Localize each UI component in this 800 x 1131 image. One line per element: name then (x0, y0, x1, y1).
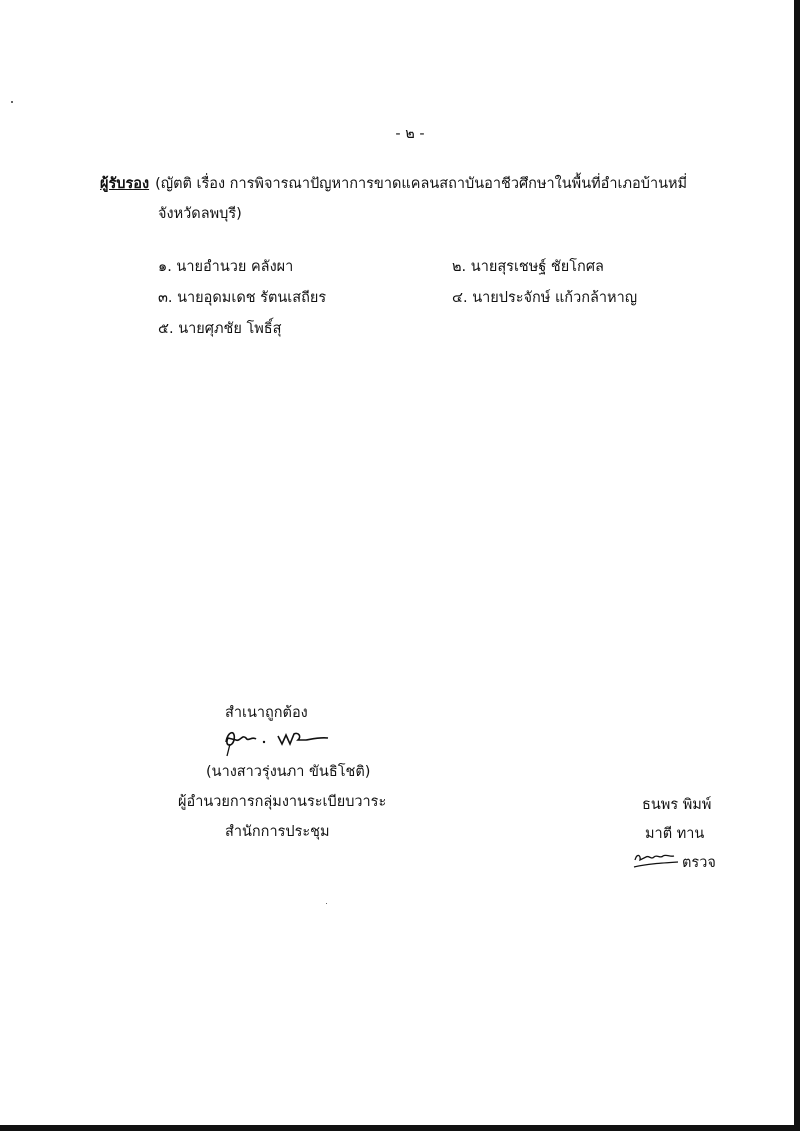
scan-speck (11, 101, 13, 103)
motion-subject-line1: (ญัตติ เรื่อง การพิจารณาปัญหาการขาดแคลนสถาบันอาชีวศึกษาในพื้นที่อำเภอบ้านหมี่ (155, 176, 688, 192)
endorser-4: ๔. นายประจักษ์ แก้วกล้าหาญ (452, 290, 638, 306)
certifier-name: (นางสาวรุ่งนภา ขันธิโชติ) (206, 764, 371, 780)
scan-border-right (794, 0, 800, 1131)
handwritten-signature-image (218, 722, 338, 758)
certified-copy-label: สำเนาถูกต้อง (225, 705, 308, 721)
certifier-position: ผู้อำนวยการกลุ่มงานระเบียบวาระ (178, 794, 387, 810)
endorsers-label: ผู้รับรอง (100, 176, 150, 192)
endorser-5: ๕. นายศุภชัย โพธิ์สุ (158, 321, 282, 337)
typist-name: ธนพร พิมพ์ (642, 797, 712, 813)
document-header (100, 174, 687, 194)
endorser-1: ๑. นายอำนวย คลังผา (158, 259, 294, 275)
endorser-3: ๓. นายอุดมเดช รัตนเสถียร (158, 290, 327, 306)
check-label: ตรวจ (682, 855, 716, 871)
motion-subject-line2: จังหวัดลพบุรี) (158, 206, 242, 222)
checker-initials-image (632, 847, 682, 873)
certifier-office: สำนักการประชุม (225, 824, 330, 840)
scan-border-bottom (0, 1125, 800, 1131)
reviewer-name: มาตี ทาน (645, 826, 705, 842)
scan-speck (326, 903, 327, 904)
endorser-2: ๒. นายสุรเชษฐ์ ชัยโกศล (452, 259, 604, 275)
page-number: - ๒ - (395, 126, 425, 142)
